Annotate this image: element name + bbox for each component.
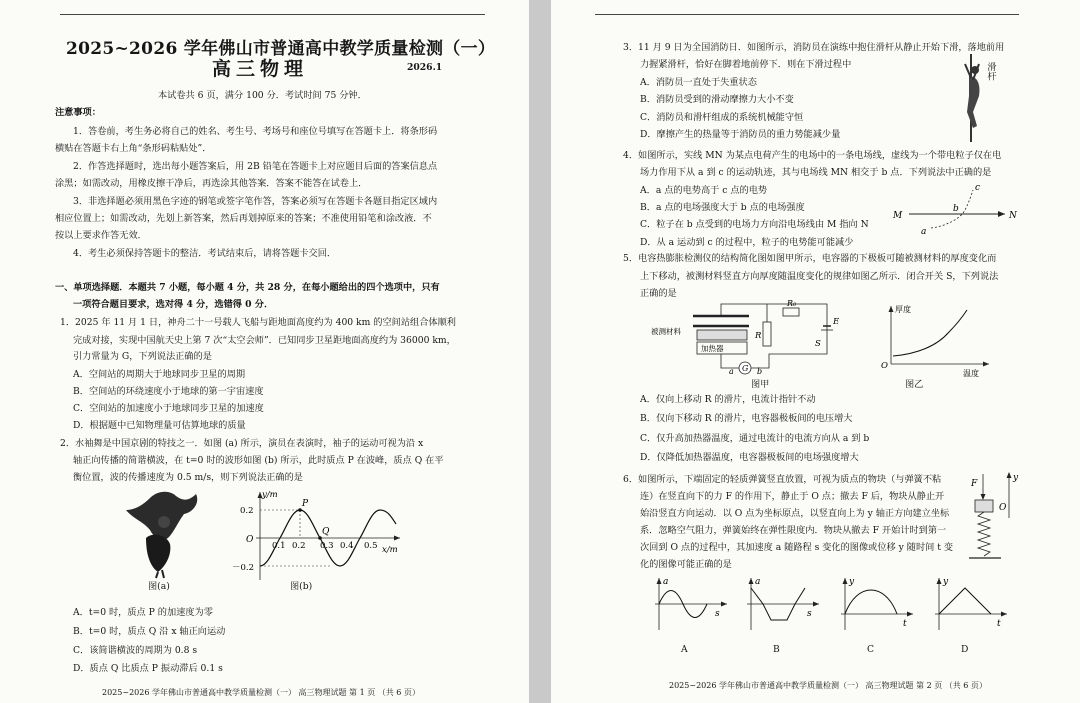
exam-subject: 高三物理 [212, 58, 309, 80]
section-heading: 一、单项选择题．本题共 7 小题，每小题 4 分，共 28 分，在每小题给出的四个选项中，只有 [55, 282, 440, 293]
graph-d-xlabel: t [997, 619, 1001, 629]
question-2-stem: 2．水袖舞是中国京剧的特技之一．如图 (a) 所示，演员在表演时，袖子的运动可视为沿 x [60, 438, 424, 449]
spring-block-figure [961, 468, 1021, 572]
wave-graph [228, 488, 408, 584]
material-label: 被测材料 [651, 327, 681, 336]
graph-b-ylabel: a [755, 577, 761, 587]
question-1-stem: 完成对接，实现中国航天史上第 7 次“太空会师”．已知同步卫星距地面高度约为 36000 km， [73, 335, 456, 346]
question-2-stem: 轴正向传播的简谐横波，在 t=0 时的波形如图 (b) 所示，此时质点 P 在波峰，质点 Q 在平 [73, 455, 444, 466]
question-1-option: C．空间站的加速度小于地球同步卫星的加速度 [73, 403, 264, 414]
graph-a-label: A [681, 644, 688, 655]
graph-option-d [927, 574, 1011, 634]
graph-option-a [647, 574, 731, 634]
exam-title: 2025~2026 学年佛山市普通高中教学质量检测（一） [66, 39, 496, 59]
label-a-node: a [729, 367, 734, 376]
question-5-option: A．仅向上移动 R 的滑片，电流计指针不动 [640, 394, 816, 405]
graph-ytick: －0.2 [232, 563, 255, 573]
section-heading: 一项符合题目要求，选对得 4 分，选错得 0 分． [73, 299, 274, 310]
top-rule [595, 14, 1019, 15]
question-3-stem: 力握紧滑杆，恰好在脚着地前停下．则在下滑过程中 [640, 59, 852, 70]
dancer-figure [118, 488, 204, 580]
figure-yi-caption: 图乙 [905, 379, 924, 390]
question-4-option: B．a 点的电场强度大于 b 点的电场强度 [640, 202, 805, 213]
question-3-option: A．消防员一直处于失重状态 [640, 77, 757, 88]
graph-c-ylabel: y [849, 577, 855, 587]
point-q-label: Q [322, 527, 330, 537]
question-4-stem: 场力作用下从 a 到 c 的运动轨迹，其与电场线 MN 相交于 b 点．下列说法中正确的是 [640, 167, 992, 178]
graph-d-label: D [961, 644, 969, 655]
question-3-option: C．消防员和滑杆组成的系统机械能守恒 [640, 112, 804, 123]
exam-page-2 [551, 0, 1080, 703]
graph-option-b [739, 574, 823, 634]
graph-xtick: 0.1 [272, 541, 286, 551]
question-5-stem: 5．电容热膨胀检测仪的结构简化图如图甲所示，电容器的下极板可随被测材料的厚度变化而 [623, 253, 997, 264]
graph-xtick: 0.2 [292, 541, 306, 551]
question-5-option: B．仅向下移动 R 的滑片，电容器极板间的电压增大 [640, 413, 853, 424]
graph-c-xlabel: t [903, 619, 907, 629]
graph-ylabel: y/m [262, 490, 278, 500]
exam-date: 2026.1 [407, 62, 443, 73]
question-2-option: D．质点 Q 比质点 P 振动滞后 0.1 s [73, 663, 223, 674]
note-line: 涂黑；如需改动，用橡皮擦干净后，再选涂其他答案．答案不能答在试卷上． [55, 178, 368, 189]
graph-a-ylabel: a [663, 577, 669, 587]
top-rule [60, 14, 485, 15]
question-6-stem: 连）在竖直向下的力 F 的作用下，静止于 O 点；撤去 F 后，物块从静止开 [640, 491, 945, 502]
question-1-stem: 引力常量为 G，下列说法正确的是 [73, 351, 212, 362]
question-6-stem: 化的图像可能正确的是 [640, 559, 732, 570]
note-line: 1．答卷前，考生务必将自己的姓名、考生号、考场号和座位号填写在答题卡上．将条形码 [73, 126, 438, 137]
question-6-stem: 始沿竖直方向运动．以 O 点为坐标原点，以竖直向上为 y 轴正方向建立坐标 [640, 508, 950, 519]
question-5-option: C．仅升高加热器温度，通过电流计的电流方向从 a 到 b [640, 433, 870, 444]
label-c: c [975, 183, 981, 193]
graph-xtick: 0.4 [340, 541, 354, 551]
graph-option-c [833, 574, 917, 634]
temperature-label: 温度 [963, 369, 979, 378]
question-3-stem: 3．11 月 9 日为全国消防日．如图所示，消防员在演练中抱住滑杆从静止开始下滑，落地前用 [623, 42, 1005, 53]
graph-xtick: 0.3 [320, 541, 334, 551]
graph-xtick: 0.5 [364, 541, 378, 551]
graph-origin: O [881, 361, 888, 371]
page-footer: 2025~2026 学年佛山市普通高中教学质量检测（一） 高三物理试题 第 1 页 （共 6 页） [102, 688, 420, 697]
origin-label: O [999, 503, 1007, 513]
question-6-stem: 6．如图所示，下端固定的轻质弹簧竖直放置，可视为质点的物块（与弹簧不粘 [623, 474, 942, 485]
question-1-option: D．根据题中已知物理量可估算地球的质量 [73, 420, 246, 431]
graph-a-xlabel: s [715, 609, 720, 619]
label-m: M [893, 211, 903, 221]
note-line: 4．考生必须保持答题卡的整洁．考试结束后，请将答题卡交回． [73, 248, 337, 259]
label-a: a [921, 227, 927, 236]
question-4-stem: 4．如图所示，实线 MN 为某点电荷产生的电场中的一条电场线，虚线为一个带电粒子仅在电 [623, 150, 1002, 161]
note-line: 3．非选择题必须用黑色字迹的钢笔或签字笔作答，答案必须写在答题卡各题目指定区域内 [73, 196, 438, 207]
note-line: 相应位置上；如需改动，先划上新答案，然后再划掉原来的答案；不准使用铅笔和涂改液．不 [55, 213, 432, 224]
label-e: E [833, 317, 839, 327]
thickness-label: 厚度 [895, 305, 911, 314]
notes-title: 注意事项： [55, 107, 101, 118]
figure-b-caption: 图(b) [290, 581, 313, 592]
heater-label: 加热器 [701, 344, 724, 353]
exam-page-1 [0, 0, 529, 703]
note-line: 2．作答选择题时，选出每小题答案后，用 2B 铅笔在答题卡上对应题目后面的答案信息点 [73, 161, 438, 172]
question-2-option: B．t=0 时，质点 Q 沿 x 轴正向运动 [73, 626, 226, 637]
question-6-stem: 次回到 O 点的过程中，其加速度 a 随路程 s 变化的图像或位移 y 随时间 t 变 [640, 542, 954, 553]
question-3-option: D．摩擦产生的热量等于消防员的重力势能减少量 [640, 129, 841, 140]
label-n: N [1009, 211, 1017, 221]
field-line-figure [889, 182, 1019, 236]
label-b-node: b [757, 367, 763, 376]
galvanometer-label: G [742, 364, 749, 373]
graph-b-xlabel: s [807, 609, 812, 619]
note-line: 按以上要求作答无效． [55, 230, 147, 241]
graph-b-label: B [773, 644, 780, 655]
figure-a-caption: 图(a) [148, 581, 170, 592]
force-label: F [971, 479, 978, 489]
thickness-graph [877, 302, 997, 378]
y-axis-label: y [1013, 473, 1019, 483]
exam-info: 本试卷共 6 页，满分 100 分．考试时间 75 分钟． [158, 90, 367, 101]
graph-d-ylabel: y [943, 577, 949, 587]
label-r0: R₀ [787, 299, 797, 308]
graph-xlabel: x/m [382, 545, 398, 555]
question-5-stem: 上下移动，被测材料竖直方向厚度随温度变化的规律如图乙所示．闭合开关 S，下列说法 [640, 271, 999, 282]
question-4-option: A．a 点的电势高于 c 点的电势 [640, 185, 768, 196]
question-2-stem: 衡位置，波的传播速度为 0.5 m/s，则下列说法正确的是 [73, 472, 303, 483]
question-6-stem: 系．忽略空气阻力，弹簧始终在弹性限度内．物块从撤去 F 开始计时到第一 [640, 525, 947, 536]
circuit-diagram [649, 298, 839, 376]
point-p-label: P [302, 499, 309, 509]
graph-c-label: C [867, 644, 875, 655]
graph-ytick: 0.2 [240, 506, 254, 516]
question-5-stem: 正确的是 [640, 288, 677, 299]
question-1-option: B．空间站的环绕速度小于地球的第一宇宙速度 [73, 386, 264, 397]
page-footer: 2025~2026 学年佛山市普通高中教学质量检测（一） 高三物理试题 第 2 页 （共 6 页） [669, 681, 987, 690]
question-3-option: B．消防员受到的滑动摩擦力大小不变 [640, 94, 794, 105]
label-s: S [815, 339, 821, 349]
question-4-option: C．粒子在 b 点受到的电场力方向沿电场线由 M 指向 N [640, 219, 869, 230]
question-2-option: C．该简谐横波的周期为 0.8 s [73, 645, 198, 656]
label-r: R [755, 331, 762, 341]
question-1-option: A．空间站的周期大于地球同步卫星的周期 [73, 369, 246, 380]
question-5-option: D．仅降低加热器温度，电容器极板间的电场强度增大 [640, 452, 859, 463]
pole-label: 滑杆 [985, 62, 997, 81]
label-b: b [953, 204, 959, 214]
figure-jia-caption: 图甲 [751, 379, 770, 390]
graph-origin: O [246, 535, 254, 545]
question-2-option: A．t=0 时，质点 P 的加速度为零 [73, 607, 213, 618]
question-1-stem: 1．2025 年 11 月 1 日，神舟二十一号载人飞船与距地面高度约为 400 km 的空间站组合体顺利 [60, 317, 456, 328]
note-line: 横贴在答题卡右上角“条形码粘贴处”． [55, 143, 212, 154]
question-4-option: D．从 a 运动到 c 的过程中，粒子的电势能可能减少 [640, 237, 854, 248]
